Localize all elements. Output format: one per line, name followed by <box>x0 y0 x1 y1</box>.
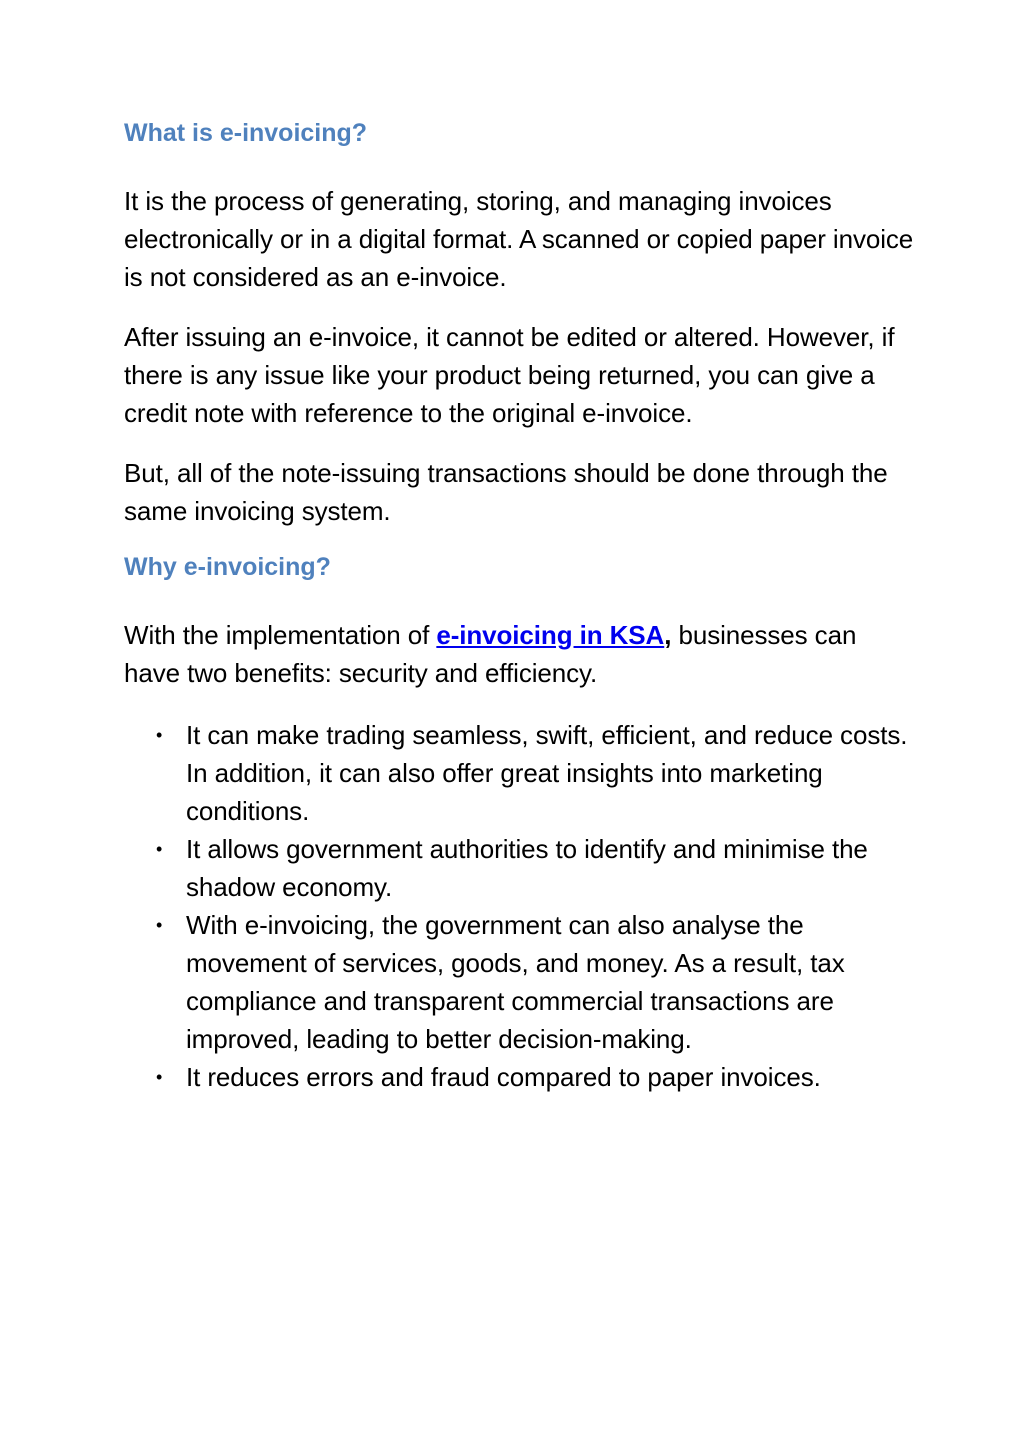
benefits-list <box>124 716 914 1096</box>
list-item <box>124 830 914 906</box>
bullet-icon: • <box>156 915 163 935</box>
paragraph-definition: It is the process of generating, storing, and managing invoices electronically or in a digital format. A scanned or copied paper invoice is not considered as an e-invoice. <box>124 186 914 292</box>
list-item-text: It reduces errors and fraud compared to paper invoices. <box>186 1062 821 1092</box>
intro-comma: , <box>664 620 672 650</box>
paragraph-implementation <box>124 616 914 692</box>
e-invoicing-ksa-link[interactable]: e-invoicing in KSA <box>436 620 665 650</box>
bullet-icon: • <box>156 725 163 745</box>
intro-text-before: With the implementation of <box>124 620 437 650</box>
heading-what-is-e-invoicing: What is e-invoicing? <box>124 119 368 147</box>
document-page <box>124 118 914 1096</box>
paragraph-credit-note: After issuing an e-invoice, it cannot be edited or altered. However, if there is any issue like your product being returned, you can give a credit note with reference to the original e-invoice. <box>124 322 895 428</box>
bullet-icon: • <box>156 839 163 859</box>
heading-why-e-invoicing: Why e-invoicing? <box>124 553 331 581</box>
list-item <box>124 906 914 1058</box>
list-item-text: It can make trading seamless, swift, efficient, and reduce costs. In addition, it can also offer great insights into marketing conditions. <box>186 720 908 826</box>
list-item-text: With e-invoicing, the government can also analyse the movement of services, goods, and money. As a result, tax compliance and transparent commercial transactions are improved, leading to better decision-making. <box>186 910 845 1054</box>
intro-text-after: businesses can have two benefits: security and efficiency. <box>124 620 857 688</box>
bullet-icon: • <box>156 1067 163 1087</box>
list-item-text: It allows government authorities to identify and minimise the shadow economy. <box>186 834 868 902</box>
list-item <box>124 1058 914 1096</box>
list-item <box>124 716 914 830</box>
paragraph-same-system: But, all of the note-issuing transactions should be done through the same invoicing system. <box>124 458 888 526</box>
